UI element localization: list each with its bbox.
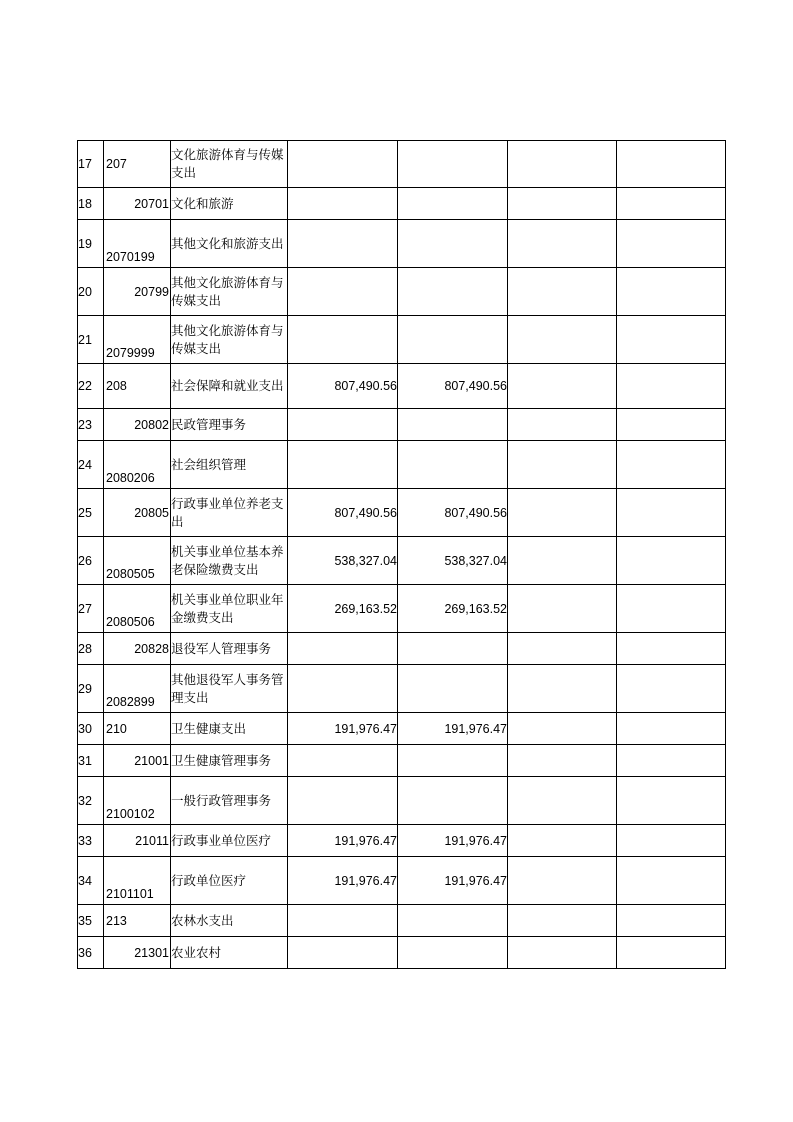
subject-code-cell: 2079999 — [104, 316, 171, 364]
total-amount-cell — [288, 665, 398, 713]
project-expenditure-cell — [508, 777, 617, 825]
table-row — [78, 409, 726, 441]
subject-name-cell: 文化旅游体育与传媒支出 — [171, 141, 288, 188]
subject-code-cell: 2080506 — [104, 585, 171, 633]
basic-expenditure-cell — [398, 268, 508, 316]
subject-name-cell: 退役军人管理事务 — [171, 633, 288, 665]
total-amount-cell — [288, 441, 398, 489]
basic-expenditure-cell — [398, 188, 508, 220]
subject-code-cell: 2082899 — [104, 665, 171, 713]
project-expenditure-cell — [508, 937, 617, 969]
subject-code-cell: 20701 — [104, 188, 171, 220]
subject-name-cell: 其他退役军人事务管理支出 — [171, 665, 288, 713]
other-cell — [617, 537, 726, 585]
other-cell — [617, 633, 726, 665]
subject-code-cell: 20805 — [104, 489, 171, 537]
project-expenditure-cell — [508, 825, 617, 857]
basic-expenditure-cell — [398, 141, 508, 188]
row-number-cell: 17 — [78, 141, 104, 188]
project-expenditure-cell — [508, 857, 617, 905]
subject-name-cell: 行政单位医疗 — [171, 857, 288, 905]
subject-name-cell: 社会保障和就业支出 — [171, 364, 288, 409]
subject-name-cell: 社会组织管理 — [171, 441, 288, 489]
other-cell — [617, 141, 726, 188]
basic-expenditure-cell — [398, 905, 508, 937]
row-number-cell: 20 — [78, 268, 104, 316]
basic-expenditure-cell — [398, 633, 508, 665]
total-amount-cell: 191,976.47 — [288, 857, 398, 905]
subject-name-cell: 行政事业单位养老支出 — [171, 489, 288, 537]
table-row — [78, 777, 726, 825]
total-amount-cell: 191,976.47 — [288, 825, 398, 857]
row-number-cell: 36 — [78, 937, 104, 969]
row-number-cell: 28 — [78, 633, 104, 665]
table-row — [78, 441, 726, 489]
table-row — [78, 537, 726, 585]
subject-name-cell: 农业农村 — [171, 937, 288, 969]
other-cell — [617, 665, 726, 713]
other-cell — [617, 777, 726, 825]
basic-expenditure-cell: 191,976.47 — [398, 857, 508, 905]
basic-expenditure-cell: 269,163.52 — [398, 585, 508, 633]
subject-code-cell: 21011 — [104, 825, 171, 857]
basic-expenditure-cell — [398, 777, 508, 825]
subject-name-cell: 卫生健康支出 — [171, 713, 288, 745]
subject-name-cell: 文化和旅游 — [171, 188, 288, 220]
row-number-cell: 29 — [78, 665, 104, 713]
subject-code-cell: 2080206 — [104, 441, 171, 489]
total-amount-cell — [288, 141, 398, 188]
subject-code-cell: 2070199 — [104, 220, 171, 268]
basic-expenditure-cell: 191,976.47 — [398, 713, 508, 745]
other-cell — [617, 825, 726, 857]
table-row — [78, 633, 726, 665]
subject-code-cell: 213 — [104, 905, 171, 937]
table-row — [78, 489, 726, 537]
budget-expenditure-table — [77, 140, 726, 969]
table-body — [78, 141, 726, 969]
other-cell — [617, 220, 726, 268]
project-expenditure-cell — [508, 489, 617, 537]
project-expenditure-cell — [508, 268, 617, 316]
total-amount-cell — [288, 409, 398, 441]
basic-expenditure-cell: 807,490.56 — [398, 489, 508, 537]
other-cell — [617, 745, 726, 777]
total-amount-cell — [288, 905, 398, 937]
table-row — [78, 665, 726, 713]
basic-expenditure-cell: 807,490.56 — [398, 364, 508, 409]
subject-code-cell: 21301 — [104, 937, 171, 969]
total-amount-cell: 807,490.56 — [288, 489, 398, 537]
table-row — [78, 585, 726, 633]
table-row — [78, 141, 726, 188]
row-number-cell: 18 — [78, 188, 104, 220]
subject-name-cell: 其他文化和旅游支出 — [171, 220, 288, 268]
subject-name-cell: 一般行政管理事务 — [171, 777, 288, 825]
other-cell — [617, 268, 726, 316]
other-cell — [617, 364, 726, 409]
other-cell — [617, 857, 726, 905]
total-amount-cell — [288, 188, 398, 220]
other-cell — [617, 409, 726, 441]
subject-code-cell: 20802 — [104, 409, 171, 441]
subject-name-cell: 其他文化旅游体育与传媒支出 — [171, 316, 288, 364]
row-number-cell: 23 — [78, 409, 104, 441]
row-number-cell: 24 — [78, 441, 104, 489]
project-expenditure-cell — [508, 585, 617, 633]
basic-expenditure-cell: 191,976.47 — [398, 825, 508, 857]
total-amount-cell — [288, 220, 398, 268]
other-cell — [617, 713, 726, 745]
subject-name-cell: 行政事业单位医疗 — [171, 825, 288, 857]
row-number-cell: 25 — [78, 489, 104, 537]
subject-name-cell: 农林水支出 — [171, 905, 288, 937]
other-cell — [617, 937, 726, 969]
basic-expenditure-cell — [398, 220, 508, 268]
total-amount-cell — [288, 937, 398, 969]
subject-name-cell: 卫生健康管理事务 — [171, 745, 288, 777]
project-expenditure-cell — [508, 633, 617, 665]
subject-code-cell: 21001 — [104, 745, 171, 777]
total-amount-cell — [288, 633, 398, 665]
basic-expenditure-cell — [398, 441, 508, 489]
row-number-cell: 21 — [78, 316, 104, 364]
basic-expenditure-cell — [398, 316, 508, 364]
total-amount-cell — [288, 268, 398, 316]
basic-expenditure-cell — [398, 665, 508, 713]
subject-code-cell: 207 — [104, 141, 171, 188]
project-expenditure-cell — [508, 409, 617, 441]
table-row — [78, 857, 726, 905]
table-row — [78, 364, 726, 409]
table-row — [78, 268, 726, 316]
basic-expenditure-cell — [398, 937, 508, 969]
subject-code-cell: 20828 — [104, 633, 171, 665]
project-expenditure-cell — [508, 220, 617, 268]
project-expenditure-cell — [508, 441, 617, 489]
row-number-cell: 35 — [78, 905, 104, 937]
project-expenditure-cell — [508, 188, 617, 220]
table-row — [78, 825, 726, 857]
total-amount-cell — [288, 777, 398, 825]
total-amount-cell: 269,163.52 — [288, 585, 398, 633]
other-cell — [617, 441, 726, 489]
row-number-cell: 33 — [78, 825, 104, 857]
subject-name-cell: 机关事业单位职业年金缴费支出 — [171, 585, 288, 633]
row-number-cell: 31 — [78, 745, 104, 777]
total-amount-cell: 807,490.56 — [288, 364, 398, 409]
project-expenditure-cell — [508, 905, 617, 937]
project-expenditure-cell — [508, 665, 617, 713]
basic-expenditure-cell — [398, 409, 508, 441]
project-expenditure-cell — [508, 141, 617, 188]
subject-code-cell: 208 — [104, 364, 171, 409]
basic-expenditure-cell — [398, 745, 508, 777]
table-row — [78, 220, 726, 268]
table-row — [78, 713, 726, 745]
subject-code-cell: 2101101 — [104, 857, 171, 905]
table-row — [78, 937, 726, 969]
project-expenditure-cell — [508, 364, 617, 409]
other-cell — [617, 316, 726, 364]
row-number-cell: 34 — [78, 857, 104, 905]
total-amount-cell — [288, 316, 398, 364]
project-expenditure-cell — [508, 713, 617, 745]
other-cell — [617, 905, 726, 937]
total-amount-cell — [288, 745, 398, 777]
subject-name-cell: 机关事业单位基本养老保险缴费支出 — [171, 537, 288, 585]
total-amount-cell: 191,976.47 — [288, 713, 398, 745]
row-number-cell: 27 — [78, 585, 104, 633]
other-cell — [617, 489, 726, 537]
subject-code-cell: 210 — [104, 713, 171, 745]
total-amount-cell: 538,327.04 — [288, 537, 398, 585]
table-row — [78, 188, 726, 220]
row-number-cell: 22 — [78, 364, 104, 409]
subject-name-cell: 民政管理事务 — [171, 409, 288, 441]
project-expenditure-cell — [508, 537, 617, 585]
row-number-cell: 32 — [78, 777, 104, 825]
subject-code-cell: 20799 — [104, 268, 171, 316]
subject-code-cell: 2080505 — [104, 537, 171, 585]
subject-code-cell: 2100102 — [104, 777, 171, 825]
other-cell — [617, 585, 726, 633]
project-expenditure-cell — [508, 745, 617, 777]
table-row — [78, 905, 726, 937]
other-cell — [617, 188, 726, 220]
table-row — [78, 316, 726, 364]
table-row — [78, 745, 726, 777]
subject-name-cell: 其他文化旅游体育与传媒支出 — [171, 268, 288, 316]
basic-expenditure-cell: 538,327.04 — [398, 537, 508, 585]
row-number-cell: 30 — [78, 713, 104, 745]
row-number-cell: 19 — [78, 220, 104, 268]
project-expenditure-cell — [508, 316, 617, 364]
row-number-cell: 26 — [78, 537, 104, 585]
